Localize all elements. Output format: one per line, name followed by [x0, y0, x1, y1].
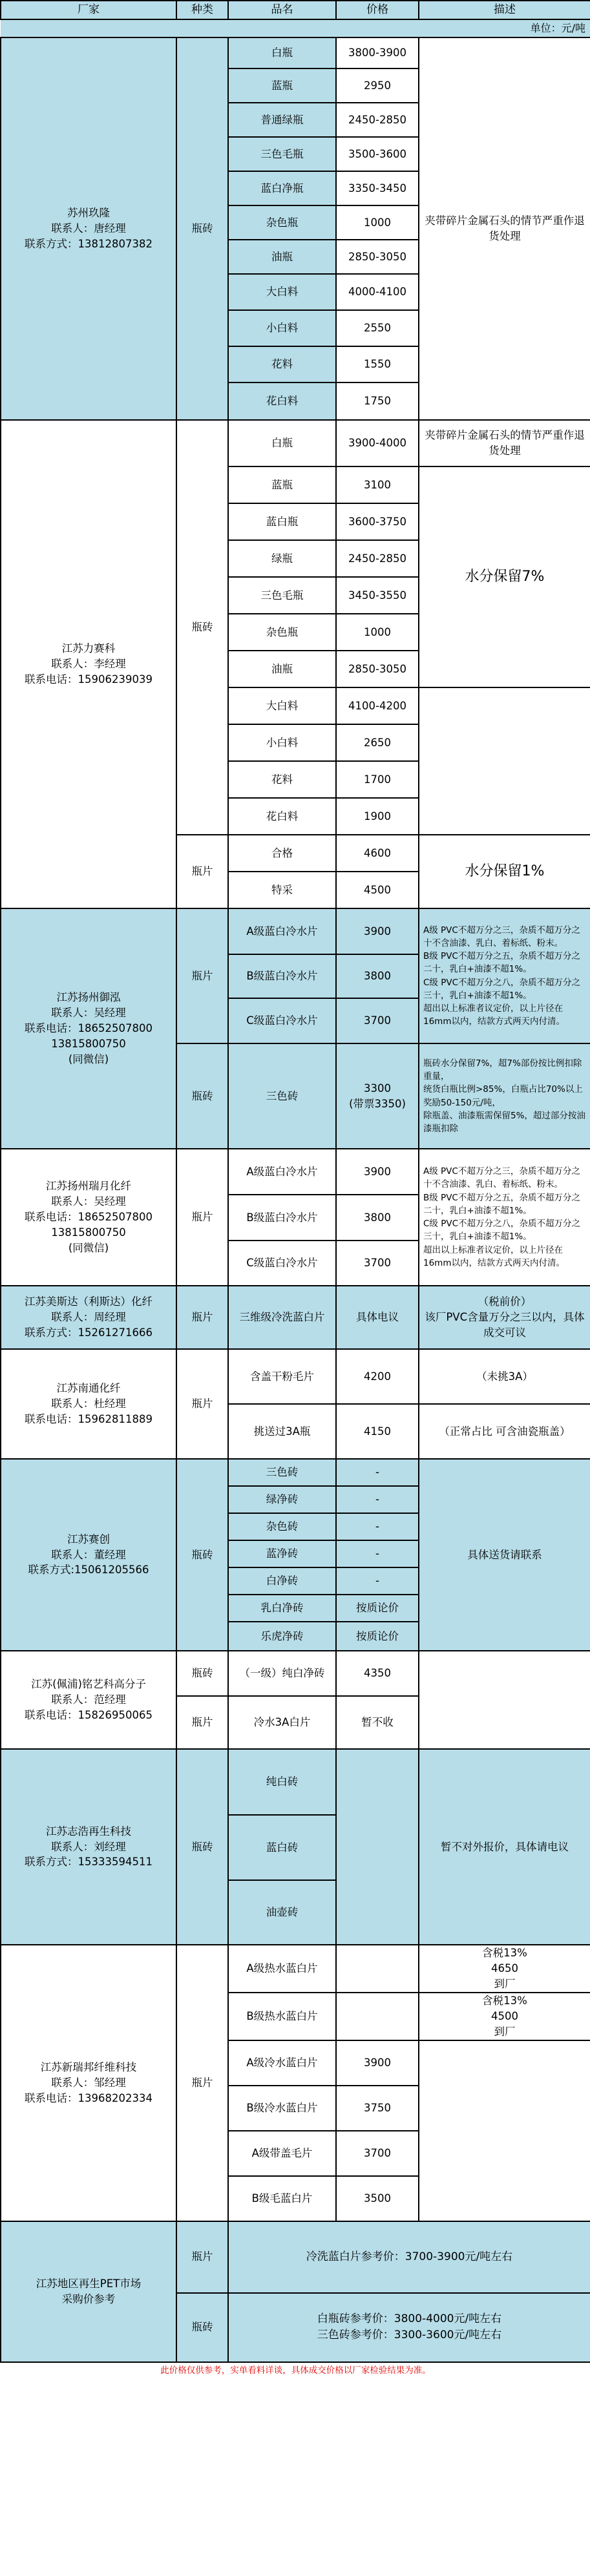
- price-cell: 4150: [336, 1404, 419, 1459]
- table-row: [1, 420, 590, 466]
- product-cell: B级热水蓝白片: [228, 1993, 336, 2040]
- type-cell: 瓶片: [176, 908, 228, 1043]
- type-cell: 瓶砖: [176, 2293, 228, 2362]
- price-cell: 1000: [336, 614, 419, 651]
- price-cell: 3800: [336, 954, 419, 998]
- price-cell: 1750: [336, 382, 419, 420]
- reference-title: 江苏地区再生PET市场 采购价参考: [1, 2221, 176, 2362]
- product-cell: 杂色瓶: [228, 205, 336, 240]
- type-cell: 瓶片: [176, 1349, 228, 1459]
- price-cell: 3500-3600: [336, 137, 419, 171]
- desc-cell: 水分保留7%: [419, 466, 590, 687]
- price-cell: 3350-3450: [336, 171, 419, 205]
- vendor-nantong-huaxian: 江苏南通化纤 联系人：杜经理 联系电话：15962811889: [1, 1349, 176, 1459]
- desc-cell: 暂不对外报价，具体请电议: [419, 1749, 590, 1945]
- price-cell: 3700: [336, 1241, 419, 1286]
- product-cell: 三色毛瓶: [228, 137, 336, 171]
- note-cell: 瓶砖水分保留7%，超7%部份按比例扣除重量， 统货白瓶比例>85%，白瓶占比70%以上奖励50-150元/吨， 除瓶盖、油漆瓶需保留5%，超过部分按油漆瓶扣除: [419, 1043, 590, 1149]
- vendor-saichuang: 江苏赛创 联系人：董经理 联系方式:15061205566: [1, 1459, 176, 1651]
- vendor-zhihao: 江苏志浩再生科技 联系人：刘经理 联系方式：15333594511: [1, 1749, 176, 1945]
- type-cell: 瓶砖: [176, 420, 228, 835]
- price-cell: 1700: [336, 761, 419, 798]
- price-cell: 3900-4000: [336, 420, 419, 466]
- product-cell: 花料: [228, 761, 336, 798]
- product-cell: 三色毛瓶: [228, 577, 336, 614]
- type-cell: 瓶片: [176, 1945, 228, 2221]
- table-row: [1, 1945, 590, 1993]
- price-cell: 3500: [336, 2176, 419, 2221]
- product-cell: A级带盖毛片: [228, 2131, 336, 2176]
- price-cell: -: [336, 1567, 419, 1595]
- product-cell: 花白料: [228, 798, 336, 835]
- price-cell: 3900: [336, 908, 419, 954]
- product-cell: 花料: [228, 346, 336, 382]
- product-cell: 挑送过3A瓶: [228, 1404, 336, 1459]
- price-cell: 3900: [336, 2040, 419, 2086]
- vendor-xinruibang: 江苏新瑞邦纤维科技 联系人：邹经理 联系电话：13968202334: [1, 1945, 176, 2221]
- product-cell: B级冷水蓝白片: [228, 2086, 336, 2131]
- price-cell: 2950: [336, 68, 419, 103]
- desc-cell: 夹带碎片金属石头的情节严重作退货处理: [419, 37, 590, 420]
- table-row: [1, 37, 590, 68]
- price-cell: 具体电议: [336, 1286, 419, 1349]
- price-cell: 3800: [336, 1195, 419, 1241]
- type-cell: 瓶片: [176, 835, 228, 908]
- table-row: [1, 1459, 590, 1486]
- price-cell: 4500: [336, 872, 419, 908]
- header-description: 描述: [419, 1, 590, 19]
- product-cell: 白净砖: [228, 1567, 336, 1595]
- product-cell: 蓝白砖: [228, 1815, 336, 1880]
- header-type: 种类: [176, 1, 228, 19]
- product-cell: B级毛蓝白片: [228, 2176, 336, 2221]
- table-row: [1, 1286, 590, 1349]
- table-row: [1, 1149, 590, 1195]
- product-cell: 白瓶: [228, 420, 336, 466]
- type-cell: 瓶片: [176, 1149, 228, 1286]
- product-cell: 小白料: [228, 310, 336, 346]
- price-cell: 3750: [336, 2086, 419, 2131]
- desc-cell: （正常占比 可含油瓷瓶盖）: [419, 1404, 590, 1459]
- price-cell: 3300 (带票3350): [336, 1043, 419, 1149]
- header-price: 价格: [336, 1, 419, 19]
- product-cell: 绿瓶: [228, 540, 336, 577]
- table-row: [1, 1349, 590, 1404]
- type-cell: 瓶片: [176, 1696, 228, 1749]
- type-cell: 瓶片: [176, 2221, 228, 2293]
- price-cell: 2550: [336, 310, 419, 346]
- vendor-yangzhou-ruiyue: 江苏扬州瑞月化纤 联系人：吴经理 联系电话：18652507800 13815800750 (同微信): [1, 1149, 176, 1286]
- header-vendor: 厂家: [1, 1, 176, 19]
- product-cell: 蓝净砖: [228, 1540, 336, 1567]
- price-cell: 3600-3750: [336, 503, 419, 540]
- price-cell: 3800-3900: [336, 37, 419, 68]
- vendor-meisida: 江苏美斯达（利斯达）化纤 联系人：周经理 联系方式：15261271666: [1, 1286, 176, 1349]
- product-cell: 纯白砖: [228, 1749, 336, 1815]
- product-cell: A级蓝白冷水片: [228, 1149, 336, 1195]
- desc-cell: 夹带碎片金属石头的情节严重作退货处理: [419, 420, 590, 466]
- product-cell: A级热水蓝白片: [228, 1945, 336, 1993]
- price-cell: 4000-4100: [336, 274, 419, 310]
- product-cell: 冷水3A白片: [228, 1696, 336, 1749]
- desc-cell: 具体送货请联系: [419, 1459, 590, 1651]
- product-cell: 三色砖: [228, 1043, 336, 1149]
- product-cell: A级冷水蓝白片: [228, 2040, 336, 2086]
- note-cell: A级 PVC不超万分之三，杂质不超万分之十不含油漆、乳白、着标纸、粉末。 B级 PVC不超万分之五，杂质不超万分之二十，乳白+油漆不超1%。 C级 PVC不超万分之八，杂质不超万分之三十，乳白+油漆不超1%。 超出以上标准者议定价，以上片径在16mm以内，结款方式两天内付清。: [419, 1149, 590, 1286]
- product-cell: 大白料: [228, 687, 336, 724]
- price-cell: 3700: [336, 2131, 419, 2176]
- reference-line: 冷洗蓝白片参考价：3700-3900元/吨左右: [228, 2221, 590, 2293]
- type-cell: 瓶砖: [176, 1749, 228, 1945]
- table-row: [1, 2221, 590, 2293]
- desc-cell: （未挑3A）: [419, 1349, 590, 1404]
- table-row: [1, 908, 590, 954]
- footer-disclaimer: 此价格仅供参考，实单看料详谈，具体成交价格以厂家检验结果为准。: [1, 2362, 590, 2380]
- product-cell: 油壶砖: [228, 1880, 336, 1945]
- price-cell: 4350: [336, 1651, 419, 1696]
- price-cell: 暂不收: [336, 1696, 419, 1749]
- price-cell: 按质论价: [336, 1622, 419, 1651]
- price-cell: 3700: [336, 998, 419, 1043]
- product-cell: 小白料: [228, 724, 336, 761]
- type-cell: 瓶砖: [176, 37, 228, 420]
- price-cell-empty: [336, 1945, 419, 1993]
- table-row: [1, 1749, 590, 1815]
- vendor-yangzhou-yuhong: 江苏扬州御泓 联系人：吴经理 联系电话：18652507800 13815800750 (同微信): [1, 908, 176, 1149]
- type-cell: 瓶砖: [176, 1043, 228, 1149]
- product-cell: 大白料: [228, 274, 336, 310]
- desc-cell-empty: [419, 1651, 590, 1749]
- vendor-jiangsu-lisaike: 江苏力赛科 联系人：李经理 联系电话：15906239039: [1, 420, 176, 908]
- product-cell: （一级）纯白净砖: [228, 1651, 336, 1696]
- product-cell: 特采: [228, 872, 336, 908]
- desc-cell-empty: [419, 687, 590, 835]
- type-cell: 瓶砖: [176, 1459, 228, 1651]
- desc-cell-empty: [419, 2040, 590, 2221]
- product-cell: 乳白净砖: [228, 1595, 336, 1622]
- type-cell: 瓶砖: [176, 1651, 228, 1696]
- price-cell: 3900: [336, 1149, 419, 1195]
- price-cell: 2850-3050: [336, 240, 419, 274]
- price-cell: -: [336, 1540, 419, 1567]
- product-cell: 杂色砖: [228, 1513, 336, 1540]
- product-cell: C级蓝白冷水片: [228, 1241, 336, 1286]
- price-cell: 2650: [336, 724, 419, 761]
- desc-cell: 含税13% 4650 到厂: [419, 1945, 590, 1993]
- price-cell-empty: [336, 1749, 419, 1945]
- table-row: [1, 1651, 590, 1696]
- price-cell: 1900: [336, 798, 419, 835]
- price-cell: 1000: [336, 205, 419, 240]
- product-cell: 花白料: [228, 382, 336, 420]
- product-cell: 合格: [228, 835, 336, 872]
- product-cell: 蓝白净瓶: [228, 171, 336, 205]
- price-cell: 4600: [336, 835, 419, 872]
- header-row: [1, 1, 590, 19]
- desc-cell: （税前价） 该厂PVC含量万分之三以内，具体成交可议: [419, 1286, 590, 1349]
- product-cell: 蓝瓶: [228, 68, 336, 103]
- product-cell: B级蓝白冷水片: [228, 1195, 336, 1241]
- desc-cell: 水分保留1%: [419, 835, 590, 908]
- product-cell: 三色砖: [228, 1459, 336, 1486]
- product-cell: 绿净砖: [228, 1486, 336, 1513]
- price-cell: -: [336, 1459, 419, 1486]
- product-cell: 油瓶: [228, 651, 336, 687]
- price-cell-empty: [336, 1993, 419, 2040]
- product-cell: 油瓶: [228, 240, 336, 274]
- price-cell: 1550: [336, 346, 419, 382]
- product-cell: 乐虎净砖: [228, 1622, 336, 1651]
- price-cell: 3100: [336, 466, 419, 503]
- product-cell: 杂色瓶: [228, 614, 336, 651]
- vendor-pizhou-mingyi: 江苏(佩浦)铭艺科高分子 联系人：范经理 联系电话：15826950065: [1, 1651, 176, 1749]
- product-cell: 普通绿瓶: [228, 103, 336, 137]
- desc-cell: 含税13% 4500 到厂: [419, 1993, 590, 2040]
- price-cell: 3450-3550: [336, 577, 419, 614]
- note-cell: A级 PVC不超万分之三，杂质不超万分之十不含油漆、乳白、着标纸、粉末。 B级 PVC不超万分之五，杂质不超万分之二十，乳白+油漆不超1%。 C级 PVC不超万分之八，杂质不超万分之三十，乳白+油漆不超1%。 超出以上标准者议定价，以上片径在16mm以内，结款方式两天内付清。: [419, 908, 590, 1043]
- type-cell: 瓶片: [176, 1286, 228, 1349]
- product-cell: B级蓝白冷水片: [228, 954, 336, 998]
- product-cell: 蓝白瓶: [228, 503, 336, 540]
- header-product: 品名: [228, 1, 336, 19]
- price-cell: 2850-3050: [336, 651, 419, 687]
- product-cell: C级蓝白冷水片: [228, 998, 336, 1043]
- reference-line: 白瓶砖参考价：3800-4000元/吨左右 三色砖参考价：3300-3600元/吨左右: [228, 2293, 590, 2362]
- price-cell: -: [336, 1513, 419, 1540]
- price-cell: 按质论价: [336, 1595, 419, 1622]
- unit-label: 单位：元/吨: [1, 19, 590, 37]
- product-cell: 蓝瓶: [228, 466, 336, 503]
- product-cell: A级蓝白冷水片: [228, 908, 336, 954]
- product-cell: 白瓶: [228, 37, 336, 68]
- vendor-suzhou-jiulong: 苏州玖隆 联系人：唐经理 联系方式：13812807382: [1, 37, 176, 420]
- price-cell: 2450-2850: [336, 103, 419, 137]
- price-cell: 2450-2850: [336, 540, 419, 577]
- price-cell: 4200: [336, 1349, 419, 1404]
- product-cell: 三维级冷洗蓝白片: [228, 1286, 336, 1349]
- unit-row: [1, 19, 590, 37]
- price-cell: -: [336, 1486, 419, 1513]
- footer-row: [1, 2362, 590, 2380]
- price-cell: 4100-4200: [336, 687, 419, 724]
- product-cell: 含盖干粉毛片: [228, 1349, 336, 1404]
